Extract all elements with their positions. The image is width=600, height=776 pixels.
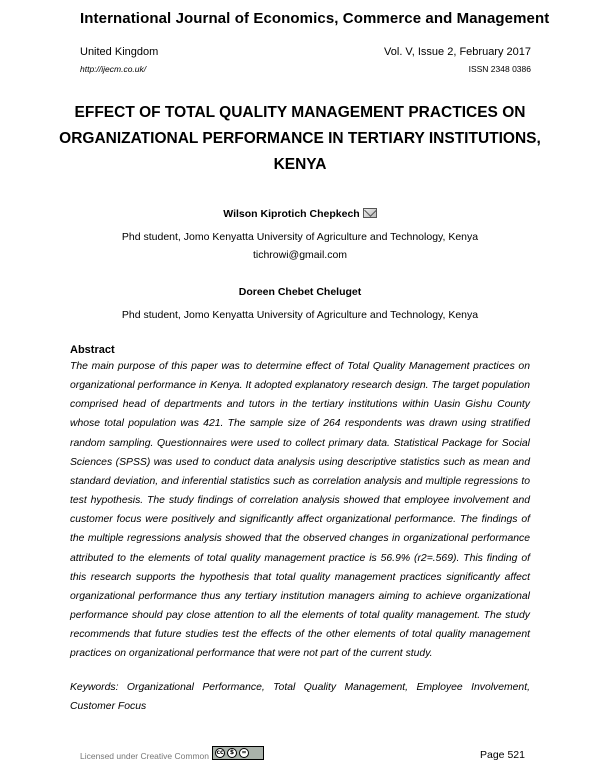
creative-commons-badge[interactable]: [212, 746, 264, 760]
author-2: [20, 286, 580, 321]
cc-icon: cc: [216, 749, 224, 756]
issn: ISSN 2348 0386: [468, 64, 531, 74]
license-text: Licensed under Creative Common: [80, 751, 209, 761]
volume-issue: Vol. V, Issue 2, February 2017: [384, 46, 531, 58]
journal-title: International Journal of Economics, Commerce and Management: [80, 10, 550, 27]
author-affiliation: Phd student, Jomo Kenyatta University of Agriculture and Technology, Kenya: [121, 309, 479, 321]
author-name: Wilson Kiprotich Chepkech: [223, 208, 360, 220]
page-number: Page 521: [480, 749, 525, 761]
journal-country: United Kingdom: [80, 46, 159, 58]
paper-title: EFFECT OF TOTAL QUALITY MANAGEMENT PRACTICES ON ORGANIZATIONAL PERFORMANCE IN TERTIARY INSTITUTIONS, KENYA: [59, 104, 541, 173]
author-1: [20, 208, 580, 261]
abstract-text: The main purpose of this paper was to determine effect of Total Quality Management practices on organizational performance in Kenya. It adopted explanatory research design. The target population comprised head of departments and tutors in the tertiary institutions within Uasin Gishu County whose total population was 421. The sample size of 264 respondents was drawn using stratified random sampling. Questionnaires were used to collect primary data. Statistical Package for Social Sciences (SPSS) was used to conduct data analysis using descriptive statistics such as mean and standard deviation, and inferential statistics such as correlation analysis and multiple regressions to test hypothesis. The study findings of correlation analysis showed that employee involvement and customer focus were positively and significantly affect organizational performance. The findings of the multiple regressions analysis showed that the observed changes in organizational performance attributed to the elements of total quality management practice is 56.9% (r2=.569). This finding of this research supports the hypothesis that total quality management practices significantly affect organizational performance thus any tertiary institution managers aiming to achieve organizational performance should pay close attention to all the elements of total quality management. The study recommends that future studies test the effects of the other elements of total quality management practices on organizational performance that were not part of the current study.: [70, 361, 530, 660]
header-row-2: [80, 64, 531, 74]
header-row-1: [80, 46, 531, 58]
abstract-heading: Abstract: [70, 344, 115, 356]
keywords: Keywords: Organizational Performance, Total Quality Management, Employee Involvement, Customer Focus: [70, 682, 530, 712]
journal-url[interactable]: http://ijecm.co.uk/: [80, 64, 147, 74]
author-affiliation: Phd student, Jomo Kenyatta University of Agriculture and Technology, Kenya: [121, 231, 479, 243]
author-email[interactable]: tichrowi@gmail.com: [252, 249, 348, 261]
noderivatives-icon: =: [239, 748, 249, 758]
noncommercial-icon: $: [227, 748, 237, 758]
mail-icon[interactable]: [363, 208, 377, 218]
author-name: Doreen Chebet Cheluget: [238, 286, 362, 298]
